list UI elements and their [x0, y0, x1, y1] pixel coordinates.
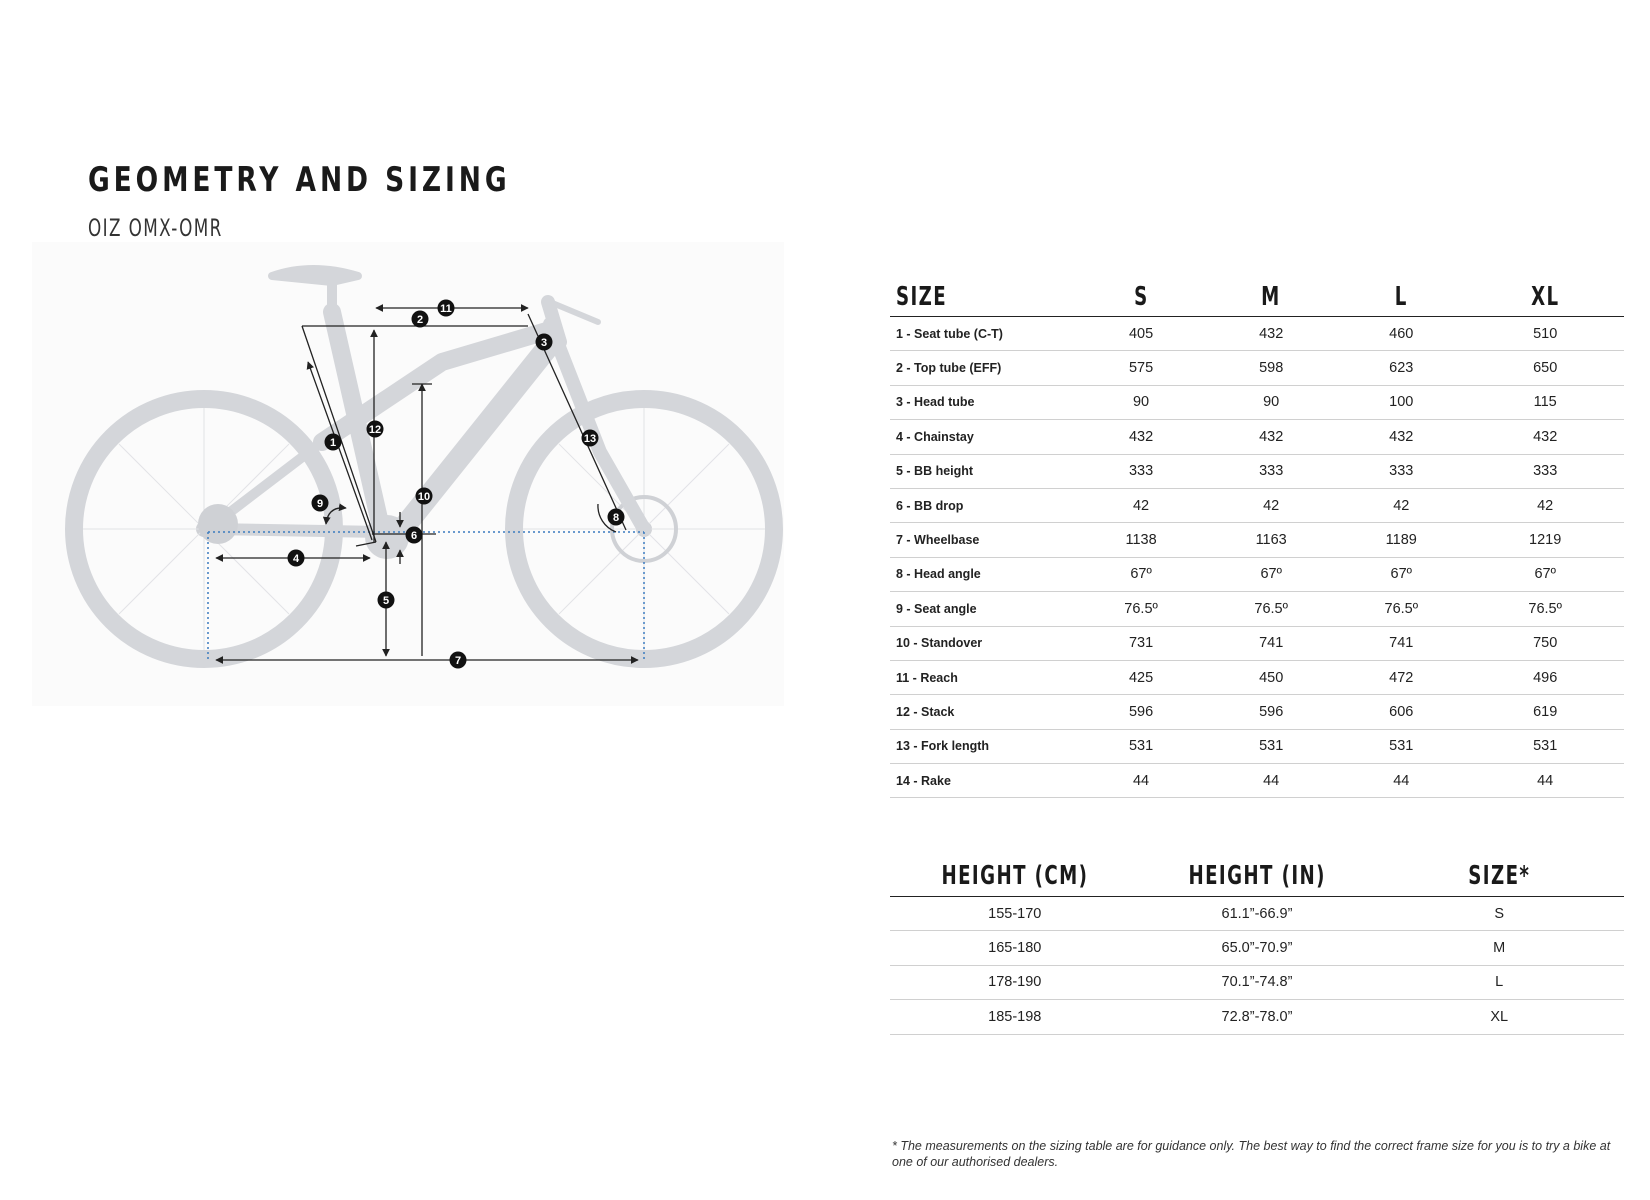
cell-value: 531: [1076, 729, 1206, 763]
row-label: 1 - Seat tube (C-T): [890, 317, 1076, 351]
col-header-l: L: [1336, 278, 1466, 317]
cell-height-cm: 178-190: [890, 965, 1140, 999]
cell-value: 619: [1466, 695, 1624, 729]
table-row: [890, 660, 1624, 694]
cell-height-in: 61.1”-66.9”: [1140, 897, 1375, 931]
cell-value: 67º: [1336, 557, 1466, 591]
cell-value: 44: [1206, 764, 1336, 798]
cell-value: 333: [1206, 454, 1336, 488]
table-row: [890, 695, 1624, 729]
callout-9: [312, 495, 329, 512]
col-header-m: M: [1206, 278, 1336, 317]
svg-text:12: 12: [368, 424, 382, 436]
callout-6: [406, 527, 423, 544]
geometry-rows: [890, 317, 1624, 798]
cell-height-in: 72.8”-78.0”: [1140, 1000, 1375, 1034]
row-label: 8 - Head angle: [890, 557, 1076, 591]
geometry-table: [890, 278, 1624, 798]
cell-value: 67º: [1466, 557, 1624, 591]
cell-value: 1189: [1336, 523, 1466, 557]
cell-value: 472: [1336, 660, 1466, 694]
table-row: [890, 420, 1624, 454]
svg-text:13: 13: [583, 433, 597, 445]
table-row: [890, 931, 1624, 965]
row-label: 13 - Fork length: [890, 729, 1076, 763]
callout-4: [288, 550, 305, 567]
cell-value: 1163: [1206, 523, 1336, 557]
cell-value: 741: [1336, 626, 1466, 660]
cell-value: 575: [1076, 351, 1206, 385]
cell-value: 67º: [1076, 557, 1206, 591]
sizing-footnote: * The measurements on the sizing table are for guidance only. The best way to find the correct frame size for you is to try a bike at one of our authorised dealers.: [892, 1139, 1611, 1169]
cell-value: 623: [1336, 351, 1466, 385]
table-row: [890, 317, 1624, 351]
cell-value: 333: [1466, 454, 1624, 488]
row-label: 9 - Seat angle: [890, 592, 1076, 626]
cell-value: 531: [1336, 729, 1466, 763]
col-header-height-cm: HEIGHT (CM): [890, 856, 1140, 897]
cell-value: 67º: [1206, 557, 1336, 591]
cell-height-in: 65.0”-70.9”: [1140, 931, 1375, 965]
row-label: 2 - Top tube (EFF): [890, 351, 1076, 385]
row-label: 7 - Wheelbase: [890, 523, 1076, 557]
cell-height-in: 70.1”-74.8”: [1140, 965, 1375, 999]
cell-value: 731: [1076, 626, 1206, 660]
svg-text:11: 11: [440, 303, 452, 315]
cell-value: 1138: [1076, 523, 1206, 557]
cell-value: 333: [1336, 454, 1466, 488]
cell-value: 44: [1076, 764, 1206, 798]
cell-value: 598: [1206, 351, 1336, 385]
callout-13: [582, 430, 599, 447]
cell-value: 90: [1206, 385, 1336, 419]
cell-value: 42: [1466, 488, 1624, 522]
row-label: 14 - Rake: [890, 764, 1076, 798]
cell-size: S: [1374, 897, 1624, 931]
cell-height-cm: 185-198: [890, 1000, 1140, 1034]
row-label: 11 - Reach: [890, 660, 1076, 694]
col-header-size: SIZE*: [1374, 856, 1624, 897]
svg-text:8: 8: [612, 512, 620, 524]
svg-text:6: 6: [410, 530, 418, 542]
svg-text:3: 3: [540, 337, 548, 349]
table-row: [890, 385, 1624, 419]
cell-value: 596: [1076, 695, 1206, 729]
sizing-header-row: [890, 856, 1624, 897]
table-row: [890, 965, 1624, 999]
col-header-size: SIZE: [890, 278, 1076, 317]
sizing-rows: [890, 897, 1624, 1035]
callout-8: [608, 509, 625, 526]
table-row: [890, 557, 1624, 591]
row-label: 5 - BB height: [890, 454, 1076, 488]
table-row: [890, 729, 1624, 763]
table-row: [890, 351, 1624, 385]
callout-2: [412, 311, 429, 328]
svg-text:10: 10: [417, 491, 431, 503]
cell-size: L: [1374, 965, 1624, 999]
cell-value: 606: [1336, 695, 1466, 729]
cell-value: 432: [1466, 420, 1624, 454]
bike-geometry-diagram: [32, 242, 784, 706]
cell-size: M: [1374, 931, 1624, 965]
cell-value: 333: [1076, 454, 1206, 488]
cell-value: 76.5º: [1206, 592, 1336, 626]
cell-value: 44: [1336, 764, 1466, 798]
row-label: 6 - BB drop: [890, 488, 1076, 522]
col-header-s: S: [1076, 278, 1206, 317]
callout-11: [438, 300, 455, 317]
table-row: [890, 897, 1624, 931]
cell-value: 76.5º: [1336, 592, 1466, 626]
cell-value: 76.5º: [1076, 592, 1206, 626]
table-row: [890, 1000, 1624, 1034]
cell-size: XL: [1374, 1000, 1624, 1034]
cell-value: 460: [1336, 317, 1466, 351]
cell-height-cm: 155-170: [890, 897, 1140, 931]
cell-value: 76.5º: [1466, 592, 1624, 626]
row-label: 4 - Chainstay: [890, 420, 1076, 454]
col-header-height-in: HEIGHT (IN): [1140, 856, 1375, 897]
table-row: [890, 523, 1624, 557]
cell-value: 750: [1466, 626, 1624, 660]
svg-text:1: 1: [329, 437, 337, 449]
cell-value: 405: [1076, 317, 1206, 351]
bike-illustration: [32, 242, 784, 706]
callout-7: [450, 652, 467, 669]
geometry-header-row: [890, 278, 1624, 317]
row-label: 10 - Standover: [890, 626, 1076, 660]
cell-value: 432: [1206, 317, 1336, 351]
cell-value: 100: [1336, 385, 1466, 419]
callout-1: [325, 434, 342, 451]
table-row: [890, 488, 1624, 522]
table-row: [890, 454, 1624, 488]
table-row: [890, 626, 1624, 660]
table-row: [890, 764, 1624, 798]
cell-value: 450: [1206, 660, 1336, 694]
cell-value: 596: [1206, 695, 1336, 729]
cell-height-cm: 165-180: [890, 931, 1140, 965]
cell-value: 42: [1076, 488, 1206, 522]
svg-text:4: 4: [292, 553, 300, 565]
cell-value: 531: [1466, 729, 1624, 763]
svg-text:2: 2: [416, 314, 424, 326]
cell-value: 1219: [1466, 523, 1624, 557]
callout-12: [367, 421, 384, 438]
page-title: GEOMETRY AND SIZING: [88, 160, 511, 200]
cell-value: 432: [1206, 420, 1336, 454]
cell-value: 42: [1336, 488, 1466, 522]
row-label: 12 - Stack: [890, 695, 1076, 729]
cell-value: 425: [1076, 660, 1206, 694]
cell-value: 741: [1206, 626, 1336, 660]
cell-value: 650: [1466, 351, 1624, 385]
sizing-table: [890, 856, 1624, 1035]
cell-value: 42: [1206, 488, 1336, 522]
svg-text:5: 5: [382, 595, 390, 607]
cell-value: 44: [1466, 764, 1624, 798]
table-row: [890, 592, 1624, 626]
cell-value: 432: [1336, 420, 1466, 454]
svg-text:9: 9: [316, 498, 324, 510]
model-subtitle: OIZ OMX-OMR: [88, 214, 223, 242]
cell-value: 531: [1206, 729, 1336, 763]
col-header-xl: XL: [1466, 278, 1624, 317]
callout-3: [536, 334, 553, 351]
cell-value: 115: [1466, 385, 1624, 419]
cell-value: 432: [1076, 420, 1206, 454]
cell-value: 510: [1466, 317, 1624, 351]
cell-value: 90: [1076, 385, 1206, 419]
callout-10: [416, 488, 433, 505]
cell-value: 496: [1466, 660, 1624, 694]
callout-5: [378, 592, 395, 609]
row-label: 3 - Head tube: [890, 385, 1076, 419]
svg-text:7: 7: [454, 655, 462, 667]
